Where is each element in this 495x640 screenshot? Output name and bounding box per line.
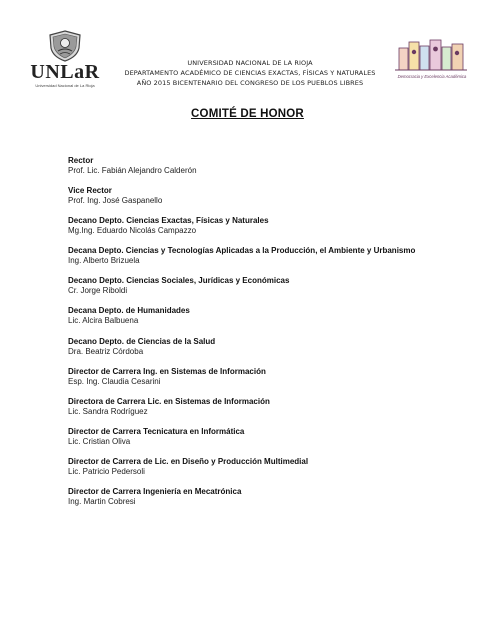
member-name: Prof. Ing. José Gaspanello [68, 196, 163, 206]
list-item [68, 216, 468, 246]
member-role: Director de Carrera de Lic. en Diseño y Producción Multimedial [68, 456, 309, 466]
member-name: Prof. Lic. Fabián Alejandro Calderón [68, 166, 197, 175]
member-role: Vice Rector [68, 186, 112, 196]
list-item [68, 246, 468, 276]
member-name: Ing. Alberto Brizuela [68, 256, 140, 266]
member-name: Ing. Martin Cobresi [68, 497, 136, 507]
header-line-university: UNIVERSIDAD NACIONAL DE LA RIOJA [187, 59, 313, 67]
list-item [68, 487, 468, 517]
list-item [68, 276, 468, 306]
logo-text: UNLaR [30, 61, 100, 83]
department-logo [393, 38, 471, 84]
page-title: COMITÉ DE HONOR [191, 108, 304, 120]
list-item [68, 397, 468, 427]
list-item [68, 306, 468, 336]
unlar-logo [26, 30, 104, 92]
member-role: Directora de Carrera Lic. en Sistemas de Información [68, 396, 270, 406]
list-item [68, 367, 468, 397]
member-name: Esp. Ing. Claudia Cesarini [68, 376, 161, 386]
member-name: Lic. Patricio Pedersoli [68, 466, 145, 476]
member-name: Mg.Ing. Eduardo Nicolás Campazzo [68, 226, 197, 236]
logo-subtext: Universidad Nacional de La Rioja [35, 83, 95, 88]
document-header [110, 58, 390, 88]
member-name: Lic. Alcira Balbuena [68, 316, 139, 326]
member-role: Rector [68, 156, 94, 165]
shield-crest-icon [46, 30, 84, 62]
member-role: Decano Depto. Ciencias Sociales, Jurídicas y Económicas [68, 276, 290, 286]
header-line-department: DEPARTAMENTO ACADÉMICO DE CIENCIAS EXACTAS, FÍSICAS Y NATURALES [124, 69, 376, 77]
member-name: Lic. Sandra Rodríguez [68, 406, 148, 416]
member-role: Decana Depto. Ciencias y Tecnologías Aplicadas a la Producción, el Ambiente y Urbanismo [68, 246, 416, 256]
header-line-year: AÑO 2015 BICENTENARIO DEL CONGRESO DE LOS PUEBLOS LIBRES [136, 79, 364, 87]
department-tagline: Democracia y Excelencia Académica [397, 74, 467, 79]
member-name: Cr. Jorge Riboldi [68, 286, 128, 296]
list-item [68, 186, 468, 216]
member-name: Lic. Cristian Oliva [68, 436, 131, 446]
list-item [68, 156, 468, 186]
list-item [68, 337, 468, 367]
committee-list [68, 156, 468, 517]
member-role: Decano Depto. Ciencias Exactas, Físicas y Naturales [68, 216, 269, 226]
member-role: Decana Depto. de Humanidades [68, 306, 190, 316]
member-role: Director de Carrera Ing. en Sistemas de Información [68, 366, 266, 376]
member-role: Decano Depto. de Ciencias de la Salud [68, 336, 216, 346]
list-item [68, 427, 468, 457]
member-name: Dra. Beatriz Córdoba [68, 346, 144, 356]
list-item [68, 457, 468, 487]
member-role: Director de Carrera Ingeniería en Mecatrónica [68, 487, 242, 497]
institution-building-icon [393, 38, 471, 74]
member-role: Director de Carrera Tecnicatura en Informática [68, 426, 245, 436]
